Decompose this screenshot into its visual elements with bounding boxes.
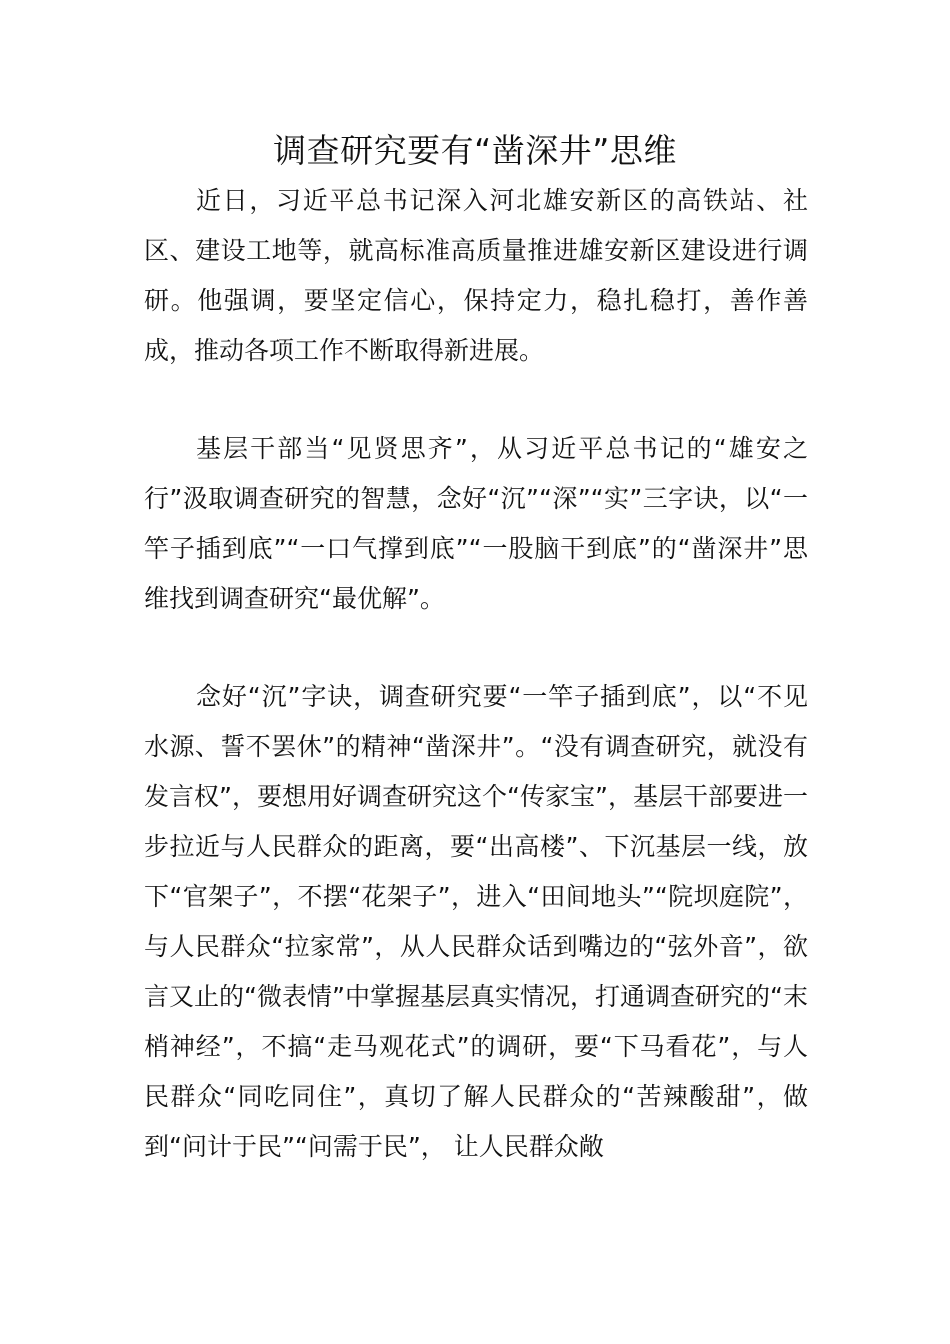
document-title: 调查研究要有“凿深井”思维: [273, 131, 677, 170]
paragraph-1: 近日，习近平总书记深入河北雄安新区的高铁站、社区、建设工地等，就高标准高质量推进雄安新区建设进行调研。他强调，要坚定信心，保持定力，稳扎稳打，善作善成，推动各项工作不断取得新进展。: [144, 186, 808, 365]
paragraph-3: 念好“沉”字诀，调查研究要“一竿子插到底”，以“不见水源、誓不罢休”的精神“凿深井”。“没有调查研究，就没有发言权”，要想用好调查研究这个“传家宝”，基层干部要进一步拉近与人民群众的距离，要“出高楼”、下沉基层一线，放下“官架子”，不摆“花架子”，进入“田间地头”“院坝庭院”，与人民群众“拉家常”，从人民群众话到嘴边的“弦外音”，欲言又止的“微表情”中掌握基层真实情况，打通调查研究的“末梢神经”，不搞“走马观花式”的调研，要“下马看花”，与人民群众“同吃同住”，真切了解人民群众的“苦辣酸甜”，做到“问计于民”“问需于民”， 让人民群众敞: [144, 682, 808, 1161]
paragraph-2: 基层干部当“见贤思齐”，从习近平总书记的“雄安之行”汲取调查研究的智慧，念好“沉”“深”“实”三字诀，以“一竿子插到底”“一口气撑到底”“一股脑干到底”的“凿深井”思维找到调查研究“最优解”。: [144, 434, 808, 613]
